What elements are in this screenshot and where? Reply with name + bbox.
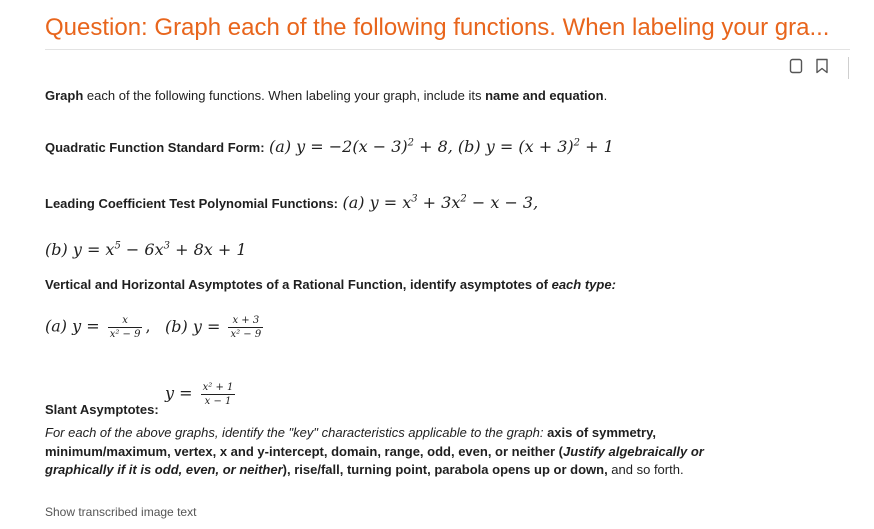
quadratic-line xyxy=(45,137,614,157)
rational-b-prefix: (b) y = xyxy=(165,316,226,336)
leading-line xyxy=(45,193,538,213)
intro-period: . xyxy=(603,88,608,103)
icon-separator xyxy=(848,57,849,79)
intro-bold-graph: Graph xyxy=(45,88,84,103)
rational-a-prefix: (a) y = xyxy=(45,316,105,336)
rational-a-fraction: $\frac{x}{\text{x² − 9}}$ xyxy=(109,315,141,340)
action-icons xyxy=(789,58,829,79)
instructions-paragraph: For each of the above graphs, identify the "key" characteristics applicable to the graph: axis of symmetry, minimum/maximum, vertex, x and y-intercept, domain, range, odd, even, or neither (Justify algebraically or graphically if it is odd, even, or neither), rise/fall, turning point, parabola opens up or down, and so forth. xyxy=(45,425,704,477)
slant-fraction: $\frac{\text{x² + 1}}{x - 1}$ xyxy=(202,382,234,407)
copy-icon[interactable] xyxy=(789,58,803,79)
rational-b-fraction: $\frac{x + 3}{\text{x² − 9}}$ xyxy=(230,315,262,340)
quadratic-label: Quadratic Function Standard Form: xyxy=(45,140,265,155)
slant-equation: y = $\frac{\text{x² + 1}}{x - 1}$ xyxy=(165,382,234,407)
intro-bold-name-equation: name and equation xyxy=(485,88,604,103)
intro-line xyxy=(45,88,607,103)
question-title: Question: Graph each of the following functions. When labeling your gra... xyxy=(45,14,830,41)
leading-label: Leading Coefficient Test Polynomial Functions: xyxy=(45,196,339,211)
leading-equation-a: (a) $y = x^3 + 3x^2 - x - 3$, xyxy=(342,193,539,212)
title-divider xyxy=(45,49,850,50)
bookmark-icon[interactable] xyxy=(815,58,829,79)
show-transcribed-link[interactable]: Show transcribed image text xyxy=(45,505,197,519)
rational-equations: (a) y = $\frac{x}{\text{x² − 9}}$ , (b) y = $\frac{x + 3}{\text{x² − 9}}$ xyxy=(45,315,262,340)
quadratic-equation-a: (a) $y = -2(x - 3)^2 + 8$, xyxy=(269,137,458,156)
quadratic-equation-b: (b) $y = (x + 3)^2 + 1$ xyxy=(457,137,614,156)
rational-label: Vertical and Horizontal Asymptotes of a Rational Function, identify asymptotes of each type: xyxy=(45,277,616,292)
leading-equation-b: (b) $y = x^5 - 6x^3 + 8x + 1$ xyxy=(45,240,247,259)
intro-text: each of the following functions. When labeling your graph, include its xyxy=(83,88,486,103)
slant-label: Slant Asymptotes: xyxy=(45,402,159,417)
